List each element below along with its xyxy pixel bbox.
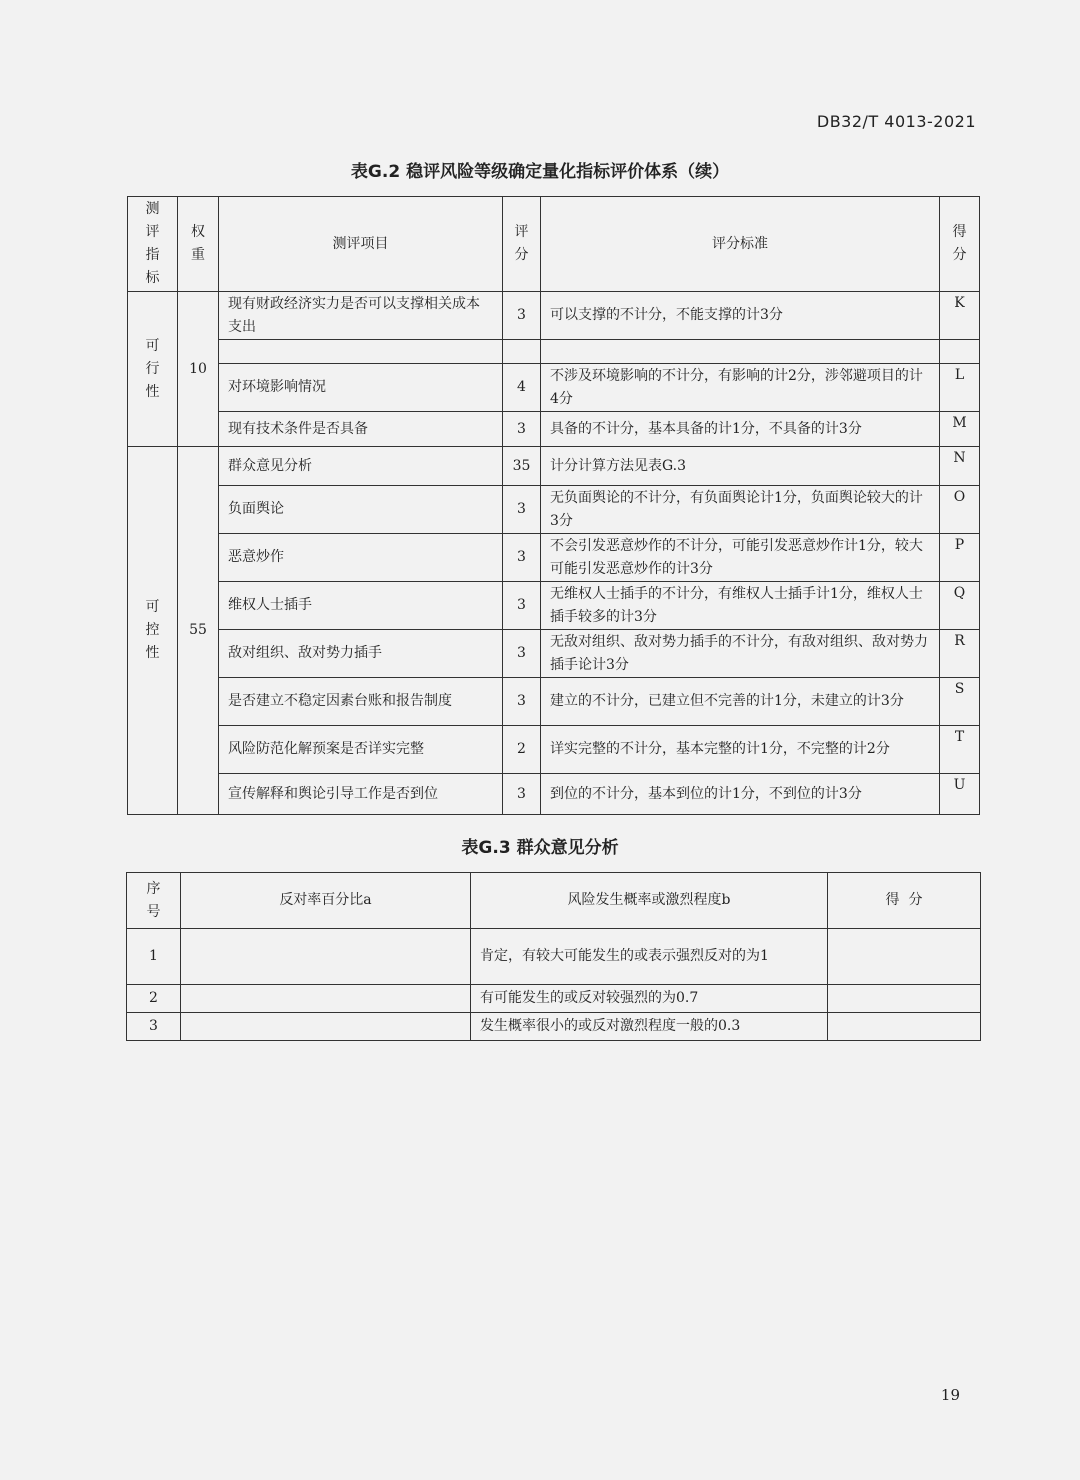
table-row — [128, 340, 980, 364]
score-cell — [828, 985, 981, 1013]
header-result: 得分 — [940, 197, 980, 292]
criteria-cell: 无维权人士插手的不计分，有维权人士插手计1分，维权人士插手较多的计3分 — [541, 582, 940, 630]
no-cell: 3 — [127, 1013, 181, 1041]
code-cell: U — [940, 774, 980, 815]
table-row — [128, 726, 980, 774]
item-cell: 负面舆论 — [219, 486, 503, 534]
indicator-cell: 可行性 — [128, 292, 178, 447]
table-header-row — [128, 197, 980, 292]
header-score: 评分 — [503, 197, 541, 292]
no-cell: 1 — [127, 929, 181, 985]
item-cell: 是否建立不稳定因素台账和报告制度 — [219, 678, 503, 726]
score-cell: 3 — [503, 774, 541, 815]
criteria-cell — [541, 340, 940, 364]
table-row — [127, 929, 981, 985]
score-cell — [503, 340, 541, 364]
code-cell: L — [940, 364, 980, 412]
table-row — [128, 582, 980, 630]
header-score: 得 分 — [828, 873, 981, 929]
header-ratio: 反对率百分比a — [181, 873, 471, 929]
code-cell: M — [940, 412, 980, 447]
header-indicator: 测评指标 — [128, 197, 178, 292]
table-header-row — [127, 873, 981, 929]
criteria-cell: 不涉及环境影响的不计分，有影响的计2分，涉邻避项目的计4分 — [541, 364, 940, 412]
criteria-cell: 计分计算方法见表G.3 — [541, 447, 940, 486]
header-weight: 权重 — [178, 197, 219, 292]
table-row — [127, 985, 981, 1013]
item-cell: 敌对组织、敌对势力插手 — [219, 630, 503, 678]
item-cell: 群众意见分析 — [219, 447, 503, 486]
score-cell: 3 — [503, 534, 541, 582]
score-cell — [828, 929, 981, 985]
table-g3-title: 表G.3 群众意见分析 — [461, 838, 619, 858]
code-cell: S — [940, 678, 980, 726]
table-row — [128, 486, 980, 534]
prob-cell: 肯定，有较大可能发生的或表示强烈反对的为1 — [471, 929, 828, 985]
prob-cell: 发生概率很小的或反对激烈程度一般的0.3 — [471, 1013, 828, 1041]
ratio-cell — [181, 1013, 471, 1041]
criteria-cell: 具备的不计分，基本具备的计1分，不具备的计3分 — [541, 412, 940, 447]
code-cell: P — [940, 534, 980, 582]
score-cell — [828, 1013, 981, 1041]
table-g3 — [126, 872, 981, 1041]
indicator-cell: 可控性 — [128, 447, 178, 815]
ratio-cell — [181, 985, 471, 1013]
item-cell: 维权人士插手 — [219, 582, 503, 630]
score-cell: 3 — [503, 292, 541, 340]
ratio-cell — [181, 929, 471, 985]
item-cell: 现有技术条件是否具备 — [219, 412, 503, 447]
code-cell: O — [940, 486, 980, 534]
header-prob: 风险发生概率或激烈程度b — [471, 873, 828, 929]
score-cell: 3 — [503, 582, 541, 630]
item-cell: 对环境影响情况 — [219, 364, 503, 412]
code-cell: N — [940, 447, 980, 486]
score-cell: 2 — [503, 726, 541, 774]
table-row — [128, 447, 980, 486]
table-row — [128, 412, 980, 447]
weight-cell: 55 — [178, 447, 219, 815]
item-cell — [219, 340, 503, 364]
criteria-cell: 不会引发恶意炒作的不计分，可能引发恶意炒作计1分，较大可能引发恶意炒作的计3分 — [541, 534, 940, 582]
no-cell: 2 — [127, 985, 181, 1013]
score-cell: 3 — [503, 678, 541, 726]
table-row — [128, 364, 980, 412]
criteria-cell: 可以支撑的不计分，不能支撑的计3分 — [541, 292, 940, 340]
item-cell: 宣传解释和舆论引导工作是否到位 — [219, 774, 503, 815]
table-row — [127, 1013, 981, 1041]
page-number: 19 — [940, 1386, 960, 1404]
item-cell: 风险防范化解预案是否详实完整 — [219, 726, 503, 774]
score-cell: 3 — [503, 486, 541, 534]
code-cell: R — [940, 630, 980, 678]
criteria-cell: 无负面舆论的不计分，有负面舆论计1分，负面舆论较大的计3分 — [541, 486, 940, 534]
table-row — [128, 534, 980, 582]
table-row — [128, 292, 980, 340]
table-g2 — [127, 196, 980, 815]
prob-cell: 有可能发生的或反对较强烈的为0.7 — [471, 985, 828, 1013]
item-cell: 现有财政经济实力是否可以支撑相关成本支出 — [219, 292, 503, 340]
criteria-cell: 到位的不计分，基本到位的计1分，不到位的计3分 — [541, 774, 940, 815]
code-cell: K — [940, 292, 980, 340]
score-cell: 3 — [503, 412, 541, 447]
code-cell: Q — [940, 582, 980, 630]
criteria-cell: 建立的不计分，已建立但不完善的计1分，未建立的计3分 — [541, 678, 940, 726]
table-g2-title: 表G.2 稳评风险等级确定量化指标评价体系（续） — [350, 162, 730, 182]
table-row — [128, 630, 980, 678]
header-no: 序号 — [127, 873, 181, 929]
code-cell — [940, 340, 980, 364]
table-row — [128, 774, 980, 815]
weight-cell: 10 — [178, 292, 219, 447]
standard-number: DB32/T 4013-2021 — [816, 112, 976, 131]
criteria-cell: 无敌对组织、敌对势力插手的不计分，有敌对组织、敌对势力插手论计3分 — [541, 630, 940, 678]
criteria-cell: 详实完整的不计分，基本完整的计1分，不完整的计2分 — [541, 726, 940, 774]
score-cell: 35 — [503, 447, 541, 486]
score-cell: 3 — [503, 630, 541, 678]
code-cell: T — [940, 726, 980, 774]
score-cell: 4 — [503, 364, 541, 412]
item-cell: 恶意炒作 — [219, 534, 503, 582]
table-row — [128, 678, 980, 726]
header-item: 测评项目 — [219, 197, 503, 292]
header-criteria: 评分标准 — [541, 197, 940, 292]
